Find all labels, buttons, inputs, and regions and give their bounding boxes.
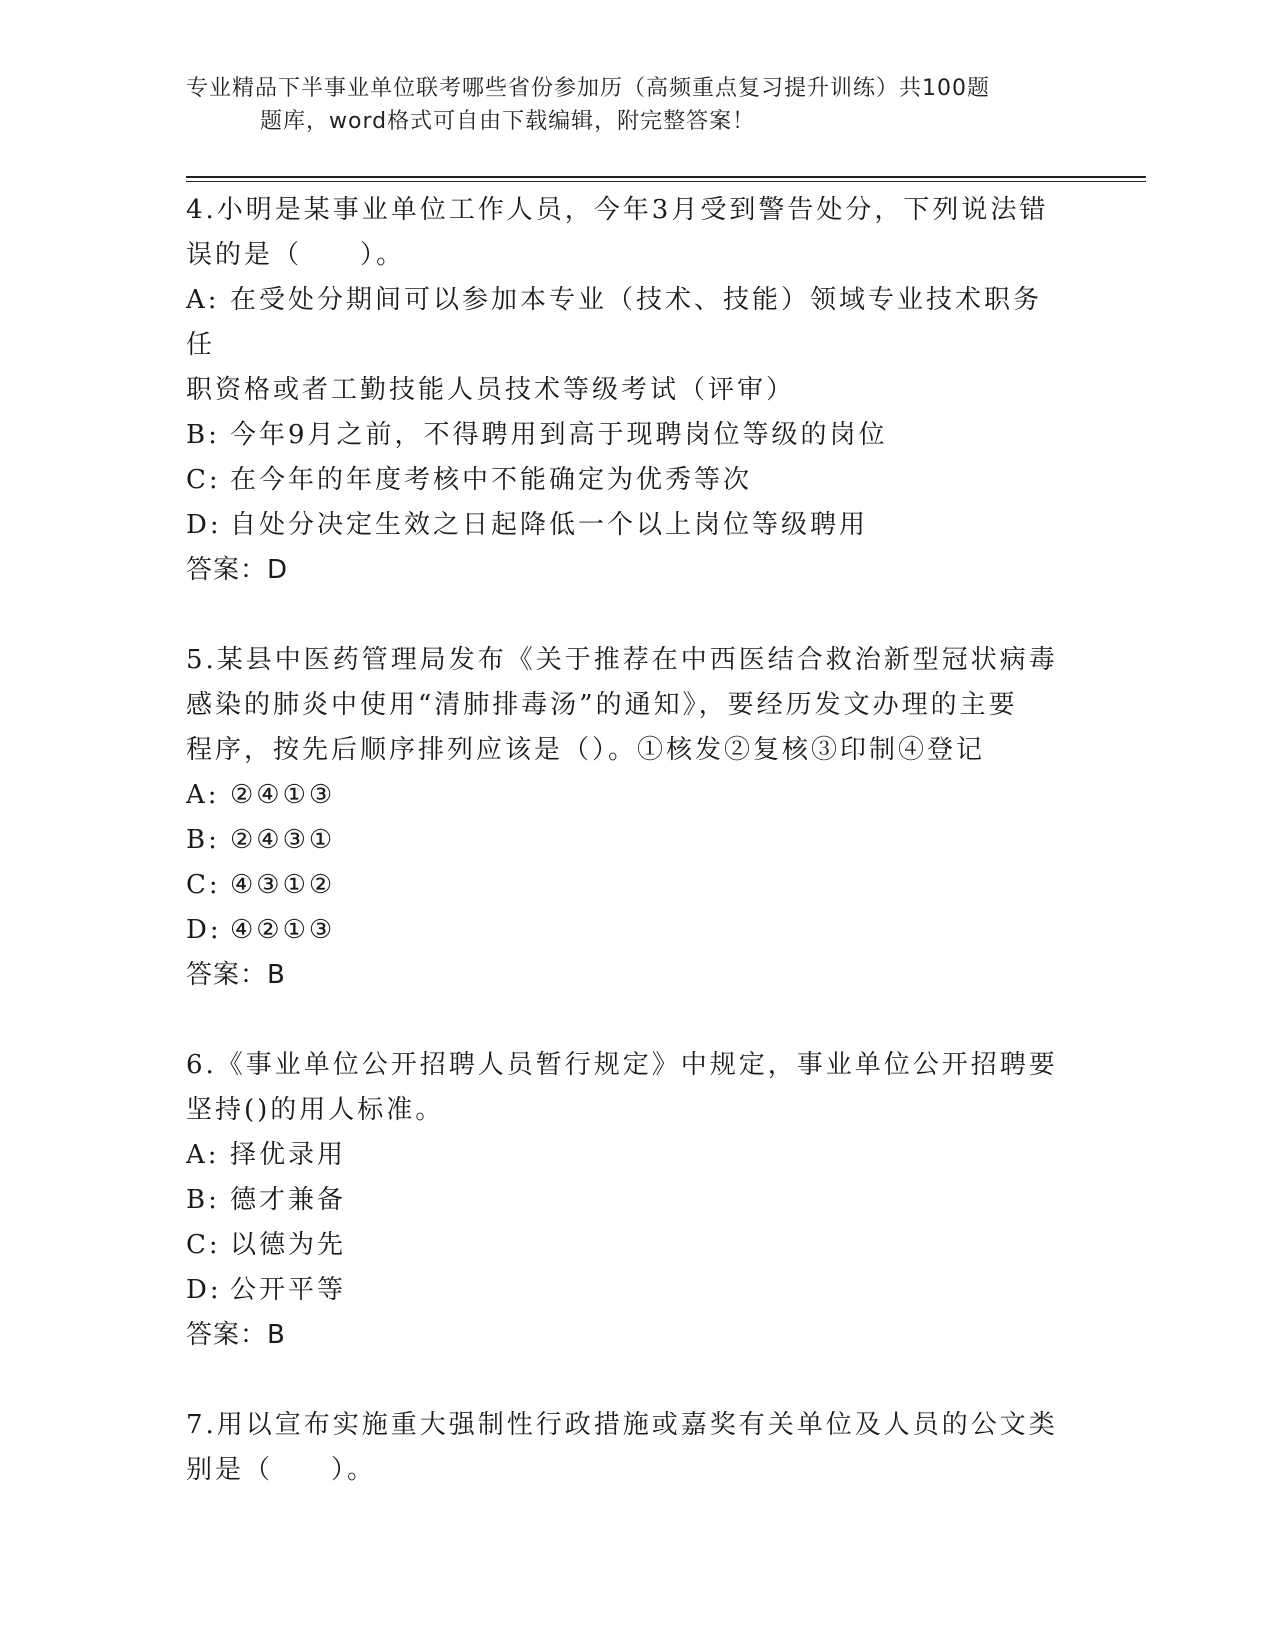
question-text-line: 别是（ ）。: [186, 1455, 377, 1485]
option-label: B:: [186, 825, 220, 855]
document-header: [186, 72, 1066, 138]
header-title-line-2: 题库，word格式可自由下载编辑，附完整答案！: [260, 109, 756, 134]
question-text-line: 7.用以宣布实施重大强制性行政措施或嘉奖有关单位及人员的公文类: [186, 1410, 1058, 1440]
answer-line: 答案：B: [186, 1320, 286, 1350]
option-label: A:: [186, 780, 220, 810]
option-label: D:: [186, 915, 222, 945]
question-text-line: 感染的肺炎中使用“清肺排毒汤”的通知》，要经历发文办理的主要: [186, 690, 1018, 720]
option-text-line: 公开平等: [230, 1275, 347, 1305]
option-a: [186, 773, 1066, 818]
option-label: A:: [186, 285, 220, 315]
question-block: [186, 188, 1066, 593]
option-label: B:: [186, 420, 220, 450]
option-d: [186, 503, 1066, 548]
question-text-line: 误的是（ ）。: [186, 240, 406, 270]
option-b: [186, 413, 1066, 458]
question-block: [186, 1043, 1066, 1358]
option-text-line: 今年9月之前，不得聘用到高于现聘岗位等级的岗位: [230, 420, 888, 450]
option-text-line: 在受处分期间可以参加本专业（技术、技能）领域专业技术职务任: [186, 285, 1043, 360]
option-label: D:: [186, 1275, 222, 1305]
option-text-line: ②④③①: [230, 825, 336, 855]
option-text-line: 择优录用: [230, 1140, 347, 1170]
answer-line: 答案：B: [186, 960, 286, 990]
spacer: [186, 998, 1066, 1043]
option-label: C:: [186, 870, 221, 900]
option-c: [186, 1223, 1066, 1268]
option-c: [186, 458, 1066, 503]
header-rule-thick: [186, 176, 1146, 178]
question-text-line: 6.《事业单位公开招聘人员暂行规定》中规定，事业单位公开招聘要: [186, 1050, 1058, 1080]
option-b: [186, 818, 1066, 863]
option-label: C:: [186, 1230, 221, 1260]
question-text-line: 程序，按先后顺序排列应该是（）。①核发②复核③印制④登记: [186, 735, 986, 765]
option-c: [186, 863, 1066, 908]
header-rule-thin: [186, 181, 1146, 182]
option-text-line: ④②①③: [230, 915, 336, 945]
option-label: D:: [186, 510, 222, 540]
question-text-line: 4.小明是某事业单位工作人员，今年3月受到警告处分，下列说法错: [186, 195, 1049, 225]
header-title-line-1: 专业精品下半事业单位联考哪些省份参加历（高频重点复习提升训练）共100题: [186, 76, 990, 101]
option-b: [186, 1178, 1066, 1223]
option-d: [186, 1268, 1066, 1313]
option-a: [186, 1133, 1066, 1178]
question-list: [186, 188, 1066, 1493]
option-text-line: ④③①②: [230, 870, 336, 900]
question-text-line: 5.某县中医药管理局发布《关于推荐在中西医结合救治新型冠状病毒: [186, 645, 1058, 675]
option-label: A:: [186, 1140, 220, 1170]
option-text-line: 在今年的年度考核中不能确定为优秀等次: [230, 465, 753, 495]
option-label: C:: [186, 465, 221, 495]
question-block: [186, 1403, 1066, 1493]
option-label: B:: [186, 1185, 220, 1215]
question-text-line: 坚持()的用人标准。: [186, 1095, 445, 1125]
option-text-line: ②④①③: [230, 780, 336, 810]
spacer: [186, 593, 1066, 638]
question-block: [186, 638, 1066, 998]
option-d: [186, 908, 1066, 953]
spacer: [186, 1358, 1066, 1403]
option-a: [186, 278, 1066, 368]
option-text-line: 自处分决定生效之日起降低一个以上岗位等级聘用: [230, 510, 869, 540]
option-text-line: 德才兼备: [230, 1185, 347, 1215]
option-a-continued: 职资格或者工勤技能人员技术等级考试（评审）: [186, 375, 796, 405]
option-text-line: 以德为先: [230, 1230, 347, 1260]
answer-line: 答案：D: [186, 555, 289, 585]
